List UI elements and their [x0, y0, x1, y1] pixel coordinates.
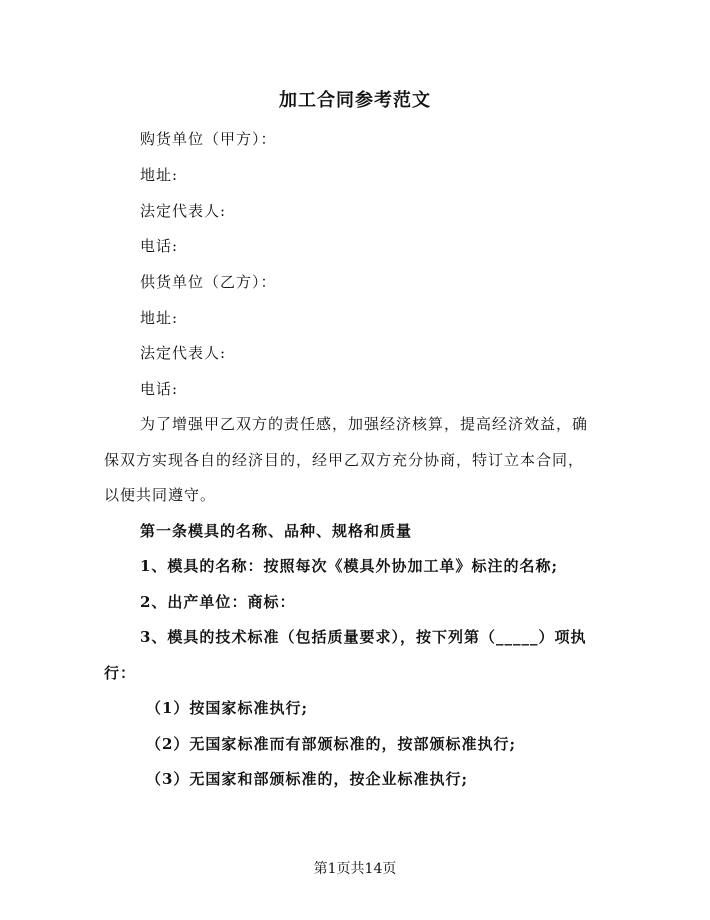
- article-1-item-3-line-1: 3、模具的技术标准（包括质量要求），按下列第（_____）项执: [140, 628, 587, 646]
- article-1-item-1: 1、模具的名称：按照每次《模具外协加工单》标注的名称;: [140, 557, 558, 575]
- party-a-address: 地址:: [140, 166, 179, 184]
- preamble-line-3: 以便共同遵守。: [104, 486, 217, 504]
- party-a-unit: 购货单位（甲方）：: [140, 130, 277, 148]
- party-b-address: 地址:: [140, 309, 179, 327]
- article-1-sub-item-1: （1）按国家标准执行;: [146, 699, 308, 717]
- page-number-footer: 第1页共14页: [313, 861, 397, 877]
- party-b-legal-rep: 法定代表人:: [140, 344, 227, 362]
- article-1-item-3-line-2: 行：: [104, 664, 137, 682]
- preamble-line-2: 保双方实现各自的经济目的，经甲乙双方充分协商，特订立本合同，: [104, 451, 585, 469]
- party-a-phone: 电话:: [140, 237, 179, 255]
- article-1-sub-item-3: （3）无国家和部颁标准的，按企业标准执行;: [146, 770, 468, 788]
- party-b-phone: 电话:: [140, 380, 179, 398]
- preamble-line-1: 为了增强甲乙双方的责任感，加强经济核算，提高经济效益，确: [140, 415, 589, 433]
- document-title: 加工合同参考范文: [279, 90, 431, 111]
- article-1-heading: 第一条模具的名称、品种、规格和质量: [140, 522, 413, 540]
- party-b-unit: 供货单位（乙方）：: [140, 273, 277, 291]
- party-a-legal-rep: 法定代表人:: [140, 202, 227, 220]
- article-1-sub-item-2: （2）无国家标准而有部颁标准的，按部颁标准执行;: [146, 735, 516, 753]
- article-1-item-2: 2、出产单位：商标：: [140, 593, 296, 611]
